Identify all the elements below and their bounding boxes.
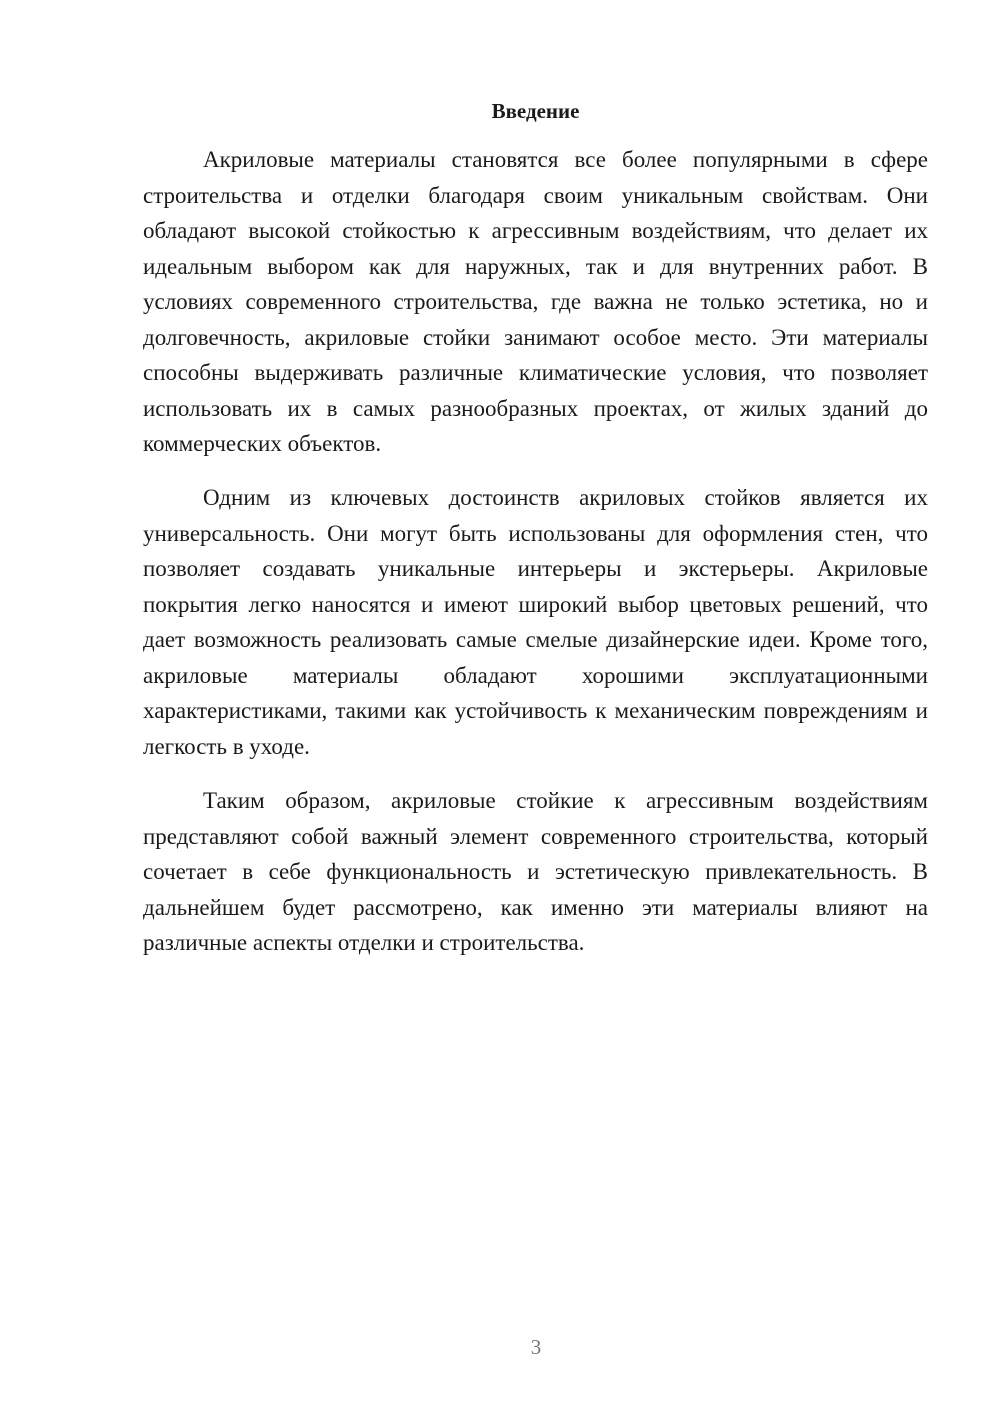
section-heading: Введение	[491, 99, 580, 123]
page-number: 3	[530, 1335, 542, 1359]
body-paragraph: Акриловые материалы становятся все более популярными в сфере строительства и отделки благодаря своим уникальным свойствам. Они обладают высокой стойкостью к агрессивным воздействиям, что делает их идеальным выбором как для наружных, так и для внутренних работ. В условиях современного строительства, где важна не только эстетика, но и долговечность, акриловые стойки занимают особое место. Эти материалы способны выдерживать различные климатические условия, что позволяет использовать их в самых разнообразных проектах, от жилых зданий до коммерческих объектов.	[143, 147, 928, 456]
body-paragraph: Таким образом, акриловые стойкие к агрессивным воздействиям представляют собой важный элемент современного строительства, который сочетает в себе функциональность и эстетическую привлекательность. В дальнейшем будет рассмотрено, как именно эти материалы влияют на различные аспекты отделки и строительства.	[143, 788, 928, 955]
body-paragraph: Одним из ключевых достоинств акриловых стойков является их универсальность. Они могут быть использованы для оформления стен, что позволяет создавать уникальные интерьеры и экстерьеры. Акриловые покрытия легко наносятся и имеют широкий выбор цветовых решений, что дает возможность реализовать самые смелые дизайнерские идеи. Кроме того, акриловые материалы обладают хорошими эксплуатационными характеристиками, такими как устойчивость к механическим повреждениям и легкость в уходе.	[143, 485, 928, 759]
